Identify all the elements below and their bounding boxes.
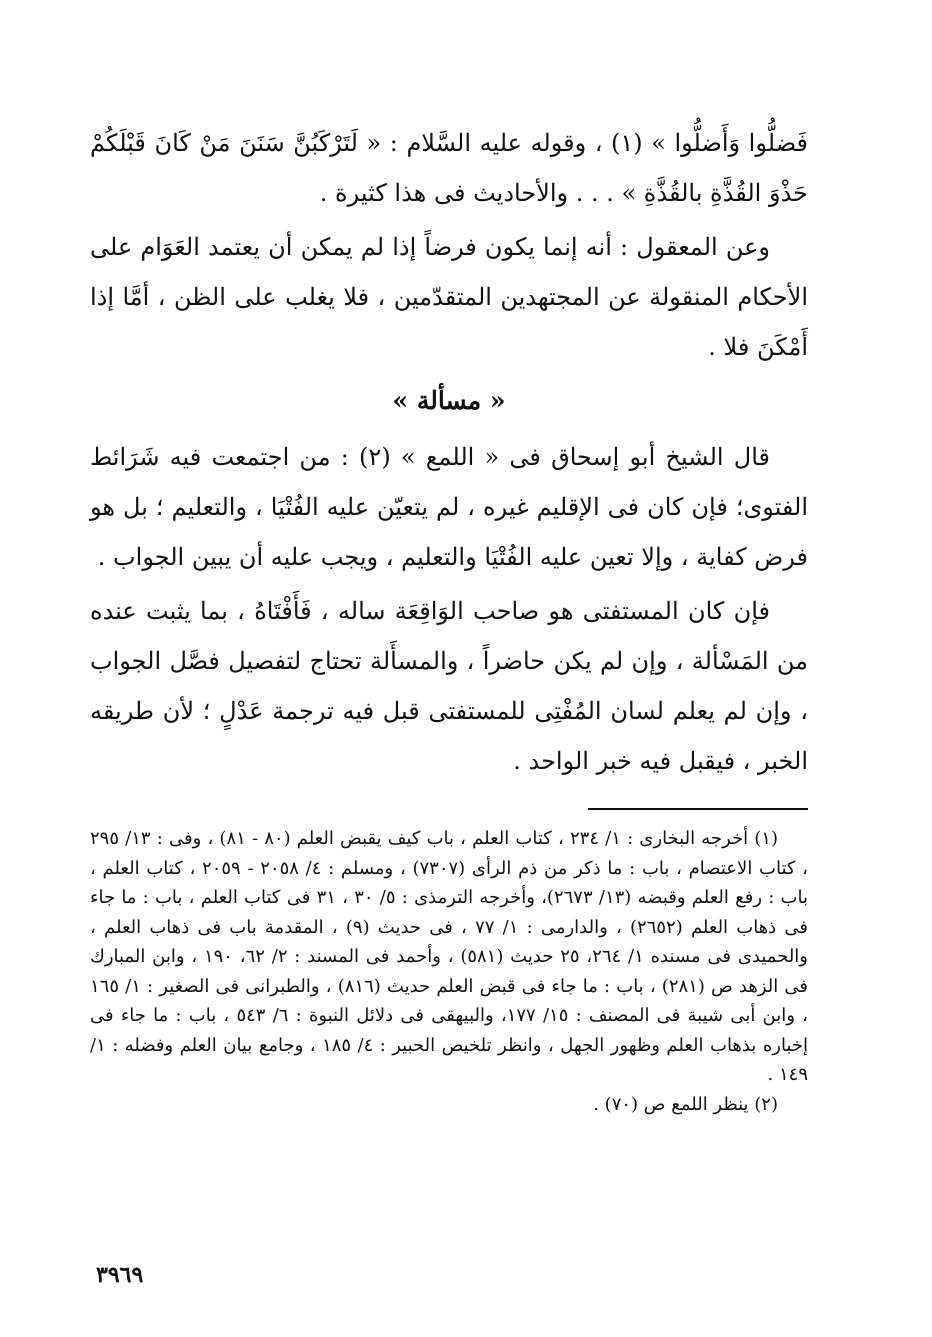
page-number: ٣٩٦٩ xyxy=(96,1262,144,1288)
body-paragraph-3: قال الشيخ أبو إسحاق فى « اللمع » (٢) : من اجتمعت فيه شَرَائط الفتوى؛ فإن كان فى الإقليم غيره ، لم يتعيّن عليه الفُتْيَا ، والتعليم ؛ بل هو فرض كفاية ، وإلا تعين عليه الفُتْيَا والتعليم ، ويجب عليه أن يبين الجواب . xyxy=(90,443,808,571)
footnote-1: (١) أخرجه البخارى : ١/ ٢٣٤ ، كتاب العلم ، باب كيف يقبض العلم (٨٠ - ٨١) ، وفى : ١٣/ ٢٩٥ ، كتاب الاعتصام ، باب : ما ذكر من ذم الرأى (٧٣٠٧) ، ومسلم : ٤/ ٢٠٥٨ - ٢٠٥٩ ، كتاب العلم ، باب : رفع العلم وقبضه (١٣/ ٢٦٧٣)، وأخرجه الترمذى : ٥/ ٣٠ ، ٣١ فى كتاب العلم ، باب : ما جاء فى ذهاب العلم (٢٦٥٢) ، والدارمى : ١/ ٧٧ ، فى حديث (٩) ، المقدمة باب فى ذهاب العلم ، والحميدى فى مسنده ١/ ٢٦٤، ٢٥ حديث (٥٨١) ، وأحمد فى المسند : ٢/ ٦٢، ١٩٠ ، وابن المبارك فى الزهد ص (٢٨١) ، باب : ما جاء فى قبض العلم حديث (٨١٦) ، والطبرانى فى الصغير : ١/ ١٦٥ ، وابن أبى شيبة فى المصنف : ١٥/ ١٧٧، والبيهقى فى دلائل النبوة : ٦/ ٥٤٣ ، باب : ما جاء فى إخباره بذهاب العلم وظهور الجهل ، وانظر تلخيص الحبير : ٤/ ١٨٥ ، وجامع بيان العلم وفضله : ١/ ١٤٩ . xyxy=(90,828,809,1085)
section-heading: « مسألة » xyxy=(392,386,506,415)
body-paragraph-4: فإن كان المستفتى هو صاحب الوَاقِعَة ساله ، فَأَفْتَاهُ ، بما يثبت عنده من المَسْألة ، وإن لم يكن حاضراً ، والمسأَلة تحتاج لتفصيل فصَّل الجواب ، وإن لم يعلم لسان المُفْتِى للمستفتى قبل فيه ترجمة عَدْلٍ ؛ لأن طريقه الخبر ، فيقبل فيه خبر الواحد . xyxy=(90,597,808,775)
footnote-divider xyxy=(588,808,808,810)
page-content xyxy=(90,118,808,1119)
body-paragraph-2: وعن المعقول : أنه إنما يكون فرضاً إذا لم يمكن أن يعتمد العَوَام على الأحكام المنقولة عن المجتهدين المتقدّمين ، فلا يغلب على الظن ، أمَّا إذا أَمْكَنَ فلا . xyxy=(90,233,808,361)
footnotes xyxy=(90,824,808,1119)
footnote-2: (٢) ينظر اللمع ص (٧٠) . xyxy=(593,1093,778,1115)
body-paragraph-1: فَضلُّوا وَأَضلُّوا » (١) ، وقوله عليه السَّلام : « لَتَرْكَبُنَّ سَنَنَ مَنْ كَانَ قَبْلَكُمْ حَذْوَ القُذَّةِ بالقُذَّةِ » . . . والأحاديث فى هذا كثيرة . xyxy=(90,129,808,207)
